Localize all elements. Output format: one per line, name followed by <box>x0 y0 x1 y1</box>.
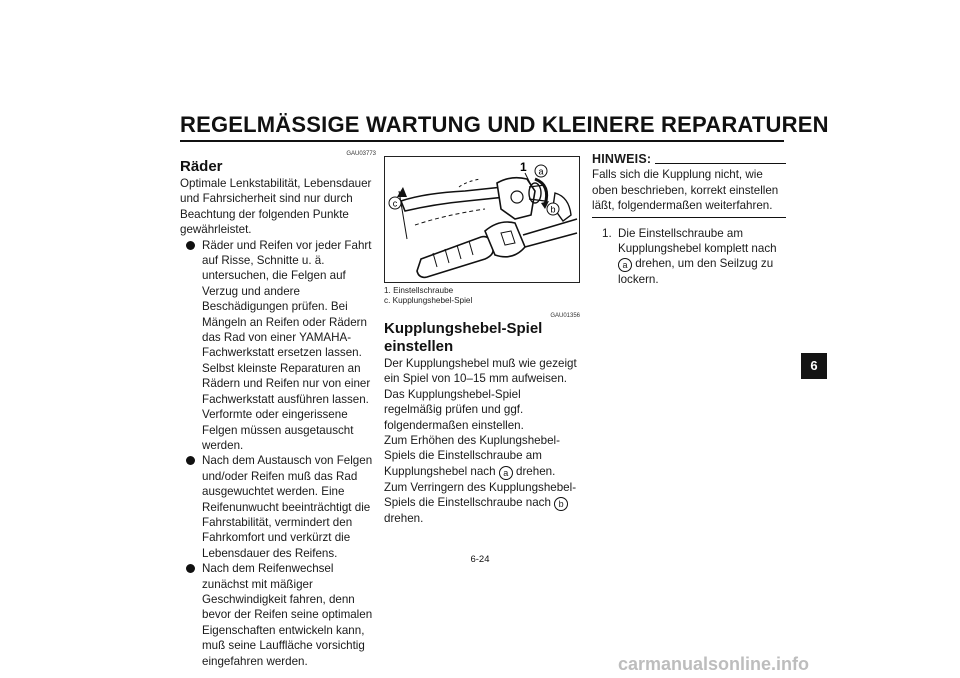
figure-label-a: a <box>538 166 544 177</box>
direction-a-marker: a <box>618 258 632 272</box>
column-note <box>592 150 786 288</box>
watermark: carmanualsonline.info <box>618 654 810 674</box>
note-end-rule <box>592 217 786 218</box>
figure-label-b: b <box>550 204 556 215</box>
note-rule <box>655 155 786 164</box>
direction-a-marker: a <box>499 466 513 480</box>
section-code: GAU01356 <box>550 313 580 319</box>
note-header <box>592 152 786 167</box>
page-title: REGELMÄSSIGE WARTUNG UND KLEINERE REPARATUREN <box>180 112 829 137</box>
bullet-item: Räder und Reifen vor jeder Fahrt auf Risse, Schnitte u. ä. untersuchen, die Felgen auf Verzug und andere Beschädigungen prüfen. Bei Mängeln an Reifen oder Rädern das Rad von einer YAMAHA-Fachwerkstatt ersetzen lassen. Selbst kleinste Reparaturen an Rädern und Reifen nur von einer Fachwerkstatt ausführen lassen. Verformte oder eingerissene Felgen müssen ausgetauscht werden. <box>180 238 376 454</box>
figure-label-1: 1 <box>520 160 527 174</box>
clutch-lever-illustration <box>385 157 579 282</box>
caption-item: c. Kupplungshebel-Spiel <box>384 296 473 305</box>
wheels-bullet-list <box>180 238 376 669</box>
bullet-item: Nach dem Reifenwechsel zunächst mit mäßiger Geschwindigkeit fahren, denn bevor der Reifen seine optimalen Eigenschaften entwickeln kann, muß seine Lauffläche vorsichtig eingefahren werden. <box>180 561 376 669</box>
clutch-para-1: Der Kupplungshebel muß wie gezeigt ein Spiel von 10–15 mm aufweisen. Das Kupplungshebel-Spiel regelmäßig prüfen und ggf. folgendermaßen einstellen. <box>384 357 577 432</box>
bullet-dot-icon <box>186 564 195 573</box>
step-item: 1. Die Einstellschraube am Kupplungshebel komplett nach a drehen, um den Seilzug zu lockern. <box>602 226 777 287</box>
wheels-intro: Optimale Lenkstabilität, Lebensdauer und Fahrsicherheit sind nur durch Beachtung der folgenden Punkte gewährleistet. <box>180 177 372 237</box>
step-number: 1. <box>602 226 612 240</box>
figure-label-c: c <box>392 198 398 209</box>
bullet-item: Nach dem Austausch von Felgen und/oder Reifen muß das Rad ausgewuchtet werden. Eine Reifenunwucht beeinträchtigt die Fahrstabilität, vermindert den Fahrkomfort und verkürzt die Lebensdauer des Reifens. <box>180 453 376 561</box>
bullet-dot-icon <box>186 241 195 250</box>
column-wheels <box>180 150 376 669</box>
section-code: GAU03773 <box>346 151 376 157</box>
section-heading-clutch: Kupplungshebel-Spiel einstellen <box>384 320 543 355</box>
bullet-dot-icon <box>186 456 195 465</box>
caption-item: 1. Einstellschraube <box>384 286 454 295</box>
clutch-para-2: Zum Erhöhen des Kuplungshebel-Spiels die Einstellschraube am Kupplungshebel nach a drehen. Zum Verringern des Kupplungshebel-Spiels die Einstellschraube nach b drehen. <box>384 434 577 526</box>
figure-captions <box>384 286 580 306</box>
chapter-tab: 6 <box>801 353 827 379</box>
clutch-lever-figure <box>384 156 580 283</box>
section-heading-wheels: Räder <box>180 158 223 175</box>
page-number: 6-24 <box>470 554 490 565</box>
column-clutch <box>384 150 580 527</box>
direction-b-marker: b <box>554 497 568 511</box>
steps-list <box>592 226 786 288</box>
header-divider <box>180 140 784 142</box>
note-label: HINWEIS: <box>592 152 652 166</box>
note-text: Falls sich die Kupplung nicht, wie oben beschrieben, korrekt einstellen läßt, folgendermaßen weiterfahren. <box>592 168 779 213</box>
